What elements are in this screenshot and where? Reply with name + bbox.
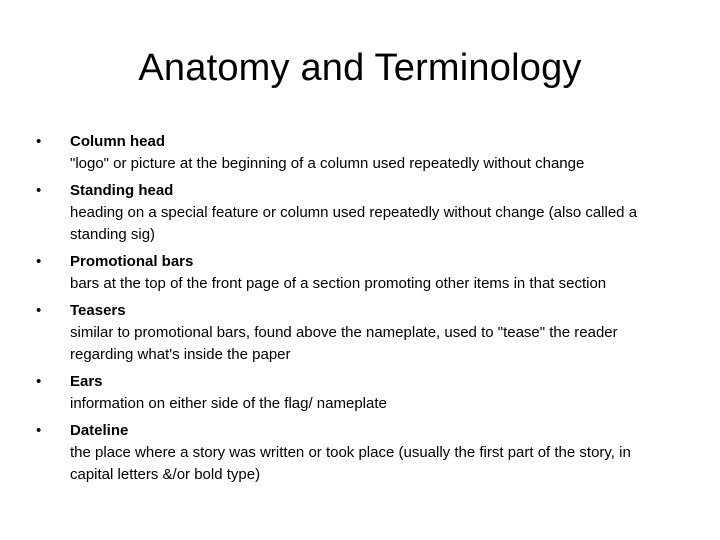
terminology-list bbox=[36, 131, 676, 491]
term-label: Standing head bbox=[70, 182, 174, 199]
term-definition: the place where a story was written or took place (usually the first part of the story, in capital letters &/or bold type) bbox=[70, 444, 631, 483]
list-item-column-head bbox=[36, 131, 676, 175]
list-item-teasers bbox=[36, 300, 676, 366]
list-item-standing-head bbox=[36, 180, 676, 246]
term-label: Column head bbox=[70, 133, 166, 150]
list-item-promotional-bars bbox=[36, 251, 676, 295]
bullet-icon: • bbox=[36, 422, 42, 439]
term-label: Teasers bbox=[70, 302, 126, 319]
term-definition: bars at the top of the front page of a section promoting other items in that section bbox=[70, 275, 607, 292]
term-definition: information on either side of the flag/ nameplate bbox=[70, 395, 387, 412]
term-label: Ears bbox=[70, 373, 103, 390]
list-item-ears bbox=[36, 371, 676, 415]
term-definition: heading on a special feature or column used repeatedly without change (also called a standing sig) bbox=[70, 204, 638, 243]
slide-title: Anatomy and Terminology bbox=[138, 47, 582, 89]
bullet-icon: • bbox=[36, 373, 42, 390]
bullet-icon: • bbox=[36, 133, 42, 150]
term-label: Promotional bars bbox=[70, 253, 194, 270]
term-definition: "logo" or picture at the beginning of a column used repeatedly without change bbox=[70, 155, 585, 172]
list-item-dateline bbox=[36, 420, 676, 486]
term-label: Dateline bbox=[70, 422, 129, 439]
bullet-icon: • bbox=[36, 253, 42, 270]
bullet-icon: • bbox=[36, 302, 42, 319]
bullet-icon: • bbox=[36, 182, 42, 199]
term-definition: similar to promotional bars, found above the nameplate, used to "tease" the reader regarding what's inside the paper bbox=[70, 324, 618, 363]
